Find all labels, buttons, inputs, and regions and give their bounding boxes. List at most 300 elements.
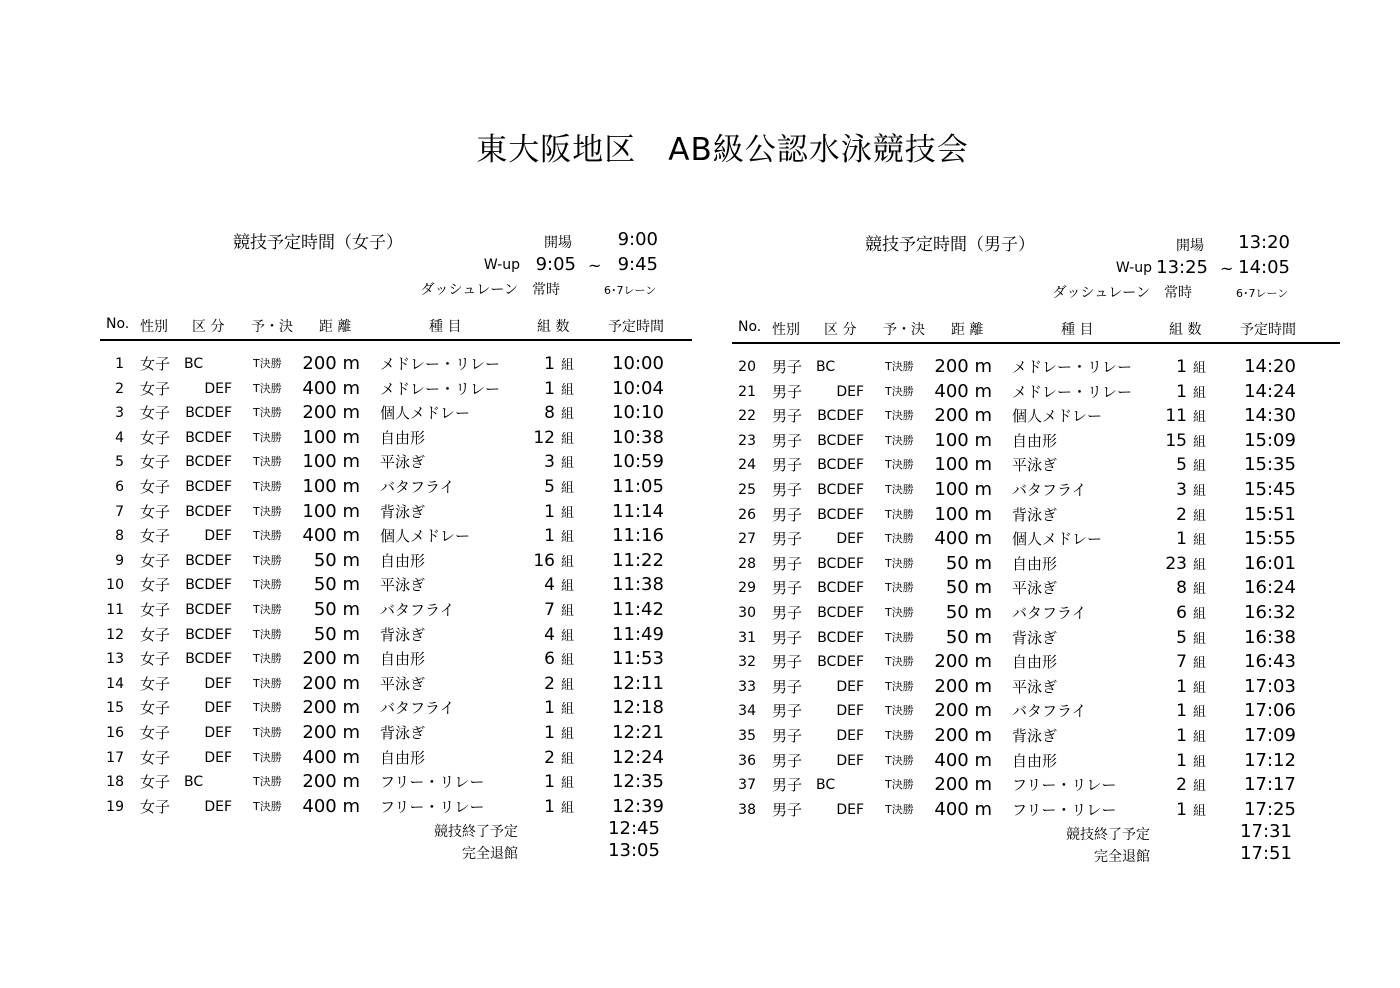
heat-unit: 組 [560, 480, 574, 496]
division-cell: BCDEF [185, 601, 232, 618]
sex-cell: 女子 [140, 797, 171, 816]
heat-count: 6 [1176, 602, 1187, 623]
division-cell: BCDEF [185, 454, 232, 471]
heat-count: 8 [544, 403, 555, 424]
distance-cell: 100 m [934, 478, 992, 500]
sex-cell: 男子 [772, 653, 803, 672]
division-cell: BC [184, 774, 204, 791]
heat-count: 6 [544, 649, 555, 670]
division-cell: DEF [204, 700, 232, 717]
sex-cell: 女子 [140, 625, 171, 644]
division-cell: BCDEF [817, 555, 864, 572]
heats-cell [520, 746, 574, 772]
heats-cell [1152, 478, 1206, 504]
division-cell: BCDEF [817, 506, 864, 523]
table-row [732, 724, 1332, 749]
scheduled-time-cell: 12:39 [612, 795, 664, 817]
table-row [732, 355, 1332, 380]
heats-cell [520, 426, 574, 452]
event-name-cell: フリー・リレー [380, 773, 485, 792]
heats-cell [1152, 355, 1206, 381]
heat-unit: 組 [1192, 434, 1206, 450]
round-type-cell: T決勝 [885, 360, 914, 373]
col-header-distance: 距 離 [951, 322, 984, 338]
round-type-cell: T決勝 [885, 581, 914, 595]
heat-unit: 組 [560, 530, 574, 546]
table-row [100, 549, 700, 574]
heats-cell [1152, 503, 1206, 529]
division-cell: BCDEF [185, 552, 232, 569]
competition-end-time: 12:45 [608, 818, 660, 839]
division-cell: BCDEF [185, 429, 232, 446]
division-cell: DEF [204, 675, 232, 692]
division-cell: BCDEF [817, 408, 864, 425]
heats-cell [520, 721, 574, 747]
heat-unit: 組 [1192, 410, 1206, 426]
scheduled-time-cell: 10:04 [612, 377, 664, 399]
event-name-cell: 自由形 [1012, 554, 1058, 573]
table-row [100, 573, 700, 598]
distance-cell: 50 m [313, 598, 360, 620]
heat-count: 23 [1165, 553, 1187, 574]
heat-unit: 組 [1192, 385, 1206, 401]
round-type-cell: T決勝 [253, 479, 282, 493]
heats-cell [520, 598, 574, 624]
heat-count: 1 [1176, 799, 1187, 820]
heat-count: 8 [1176, 578, 1187, 599]
heats-cell [520, 352, 574, 378]
event-number: 13 [106, 651, 124, 668]
table-row [732, 675, 1332, 700]
event-name-cell: 平泳ぎ [380, 674, 426, 693]
heat-count: 2 [1176, 504, 1187, 525]
heats-cell [1152, 404, 1206, 430]
event-number: 36 [738, 752, 756, 769]
event-name-cell: 自由形 [380, 428, 426, 447]
heat-count: 1 [544, 722, 555, 743]
sex-cell: 女子 [140, 428, 171, 447]
event-number: 29 [738, 580, 756, 597]
division-cell: BCDEF [817, 629, 864, 646]
sex-cell: 女子 [140, 477, 171, 496]
competition-end-time: 17:31 [1240, 821, 1292, 842]
full-exit-time: 13:05 [608, 840, 660, 861]
distance-cell: 200 m [302, 771, 360, 793]
col-header-type: 予・決 [251, 319, 293, 335]
dash-lane-when: 常時 [532, 282, 560, 298]
heat-count: 1 [1176, 725, 1187, 746]
sex-cell: 男子 [772, 677, 803, 696]
round-type-cell: T決勝 [885, 778, 914, 792]
heat-unit: 組 [1192, 680, 1206, 696]
sex-cell: 女子 [140, 773, 171, 792]
scheduled-time-cell: 14:24 [1244, 380, 1296, 402]
table-row [100, 770, 700, 795]
heats-cell [1152, 380, 1206, 406]
wup-end-time: 9:45 [617, 254, 658, 275]
sex-cell: 男子 [772, 603, 803, 622]
scheduled-time-cell: 14:20 [1244, 356, 1296, 377]
round-type-cell: T決勝 [253, 578, 282, 592]
heat-count: 2 [1176, 775, 1187, 796]
sex-cell: 女子 [140, 723, 171, 742]
heat-count: 1 [544, 796, 555, 817]
table-row [732, 527, 1332, 552]
sex-cell: 男子 [772, 726, 803, 745]
event-number: 6 [115, 478, 124, 495]
full-exit-label: 完全退館 [462, 846, 518, 862]
schedule-subtitle: 競技予定時間（女子） [233, 233, 403, 253]
col-header-sex: 性別 [140, 319, 168, 335]
table-row [732, 773, 1332, 798]
sex-cell: 女子 [140, 379, 171, 398]
division-cell: BCDEF [185, 626, 232, 643]
col-header-time: 予定時間 [1240, 322, 1296, 338]
round-type-cell: T決勝 [253, 676, 282, 690]
heats-cell [520, 450, 574, 476]
event-name-cell: 背泳ぎ [380, 723, 426, 742]
full-exit-time: 17:51 [1240, 843, 1292, 864]
division-cell: BCDEF [817, 481, 864, 498]
heat-unit: 組 [1192, 606, 1206, 622]
event-number: 10 [106, 577, 124, 594]
sex-cell: 男子 [772, 358, 803, 376]
event-number: 8 [115, 528, 124, 545]
distance-cell: 100 m [302, 451, 360, 473]
scheduled-time-cell: 10:10 [612, 402, 664, 424]
distance-cell: 200 m [302, 672, 360, 694]
division-cell: DEF [836, 383, 864, 400]
scheduled-time-cell: 10:38 [612, 426, 664, 448]
round-type-cell: T決勝 [253, 406, 282, 420]
event-name-cell: 自由形 [1012, 751, 1058, 770]
table-row [100, 352, 700, 377]
heats-cell [1152, 527, 1206, 553]
heat-unit: 組 [560, 603, 574, 619]
heats-cell [520, 672, 574, 698]
scheduled-time-cell: 17:17 [1244, 774, 1296, 796]
sex-cell: 男子 [772, 456, 803, 475]
table-row [100, 524, 700, 549]
page-title: 東大阪地区 AB級公認水泳競技会 [476, 132, 969, 168]
wup-start-time: 9:05 [535, 254, 576, 275]
table-row [100, 500, 700, 525]
event-name-cell: 平泳ぎ [1012, 677, 1058, 696]
heats-cell [520, 795, 574, 821]
round-type-cell: T決勝 [885, 482, 914, 496]
event-name-cell: 個人メドレー [380, 527, 471, 546]
event-name-cell: フリー・リレー [1012, 800, 1117, 819]
distance-cell: 400 m [934, 798, 992, 820]
heat-count: 1 [544, 501, 555, 522]
wup-start-time: 13:25 [1156, 257, 1208, 278]
sex-cell: 女子 [140, 453, 171, 472]
event-number: 4 [115, 429, 124, 446]
event-name-cell: メドレー・リレー [380, 379, 501, 398]
scheduled-time-cell: 17:25 [1244, 798, 1296, 820]
heat-count: 1 [1176, 676, 1187, 697]
distance-cell: 100 m [302, 475, 360, 497]
distance-cell: 400 m [934, 528, 992, 550]
division-cell: BCDEF [185, 651, 232, 668]
distance-cell: 200 m [934, 700, 992, 722]
dash-lane-when: 常時 [1164, 285, 1192, 301]
heat-unit: 組 [1192, 361, 1206, 376]
event-name-cell: メドレー・リレー [1012, 382, 1133, 401]
sex-cell: 女子 [140, 748, 171, 767]
division-cell: DEF [836, 727, 864, 744]
distance-cell: 400 m [302, 525, 360, 547]
division-cell: BC [184, 356, 204, 372]
heat-unit: 組 [560, 751, 574, 767]
event-number: 33 [738, 678, 756, 695]
round-type-cell: T決勝 [253, 529, 282, 543]
header-divider [732, 342, 1340, 344]
scheduled-time-cell: 15:45 [1244, 478, 1296, 500]
round-type-cell: T決勝 [253, 750, 282, 764]
event-number: 16 [106, 724, 124, 741]
wup-label: W-up [1115, 260, 1152, 276]
heats-cell [1152, 798, 1206, 824]
scheduled-time-cell: 11:38 [612, 574, 664, 596]
scheduled-time-cell: 17:03 [1244, 675, 1296, 697]
heat-unit: 組 [1192, 705, 1206, 721]
heat-count: 16 [533, 550, 555, 571]
scheduled-time-cell: 15:35 [1244, 454, 1296, 476]
round-type-cell: T決勝 [885, 556, 914, 570]
round-type-cell: T決勝 [253, 553, 282, 567]
division-cell: DEF [204, 528, 232, 545]
division-cell: BCDEF [817, 580, 864, 597]
heat-count: 4 [544, 575, 555, 596]
round-type-cell: T決勝 [253, 701, 282, 715]
event-name-cell: バタフライ [380, 600, 455, 619]
event-name-cell: メドレー・リレー [380, 355, 501, 373]
event-number: 38 [738, 801, 756, 818]
round-type-cell: T決勝 [885, 384, 914, 398]
dash-lanes: 6･7レーン [1236, 287, 1289, 300]
event-name-cell: 平泳ぎ [380, 453, 426, 472]
heat-count: 5 [1176, 455, 1187, 476]
sex-cell: 男子 [772, 431, 803, 450]
men-schedule-panel [732, 228, 1332, 888]
event-number: 17 [106, 749, 124, 766]
table-row [732, 699, 1332, 724]
event-number: 24 [738, 457, 756, 474]
division-cell: DEF [204, 798, 232, 815]
heat-unit: 組 [560, 702, 574, 718]
round-type-cell: T決勝 [885, 679, 914, 693]
event-number: 9 [115, 552, 124, 569]
event-name-cell: 自由形 [1012, 653, 1058, 672]
scheduled-time-cell: 12:35 [612, 771, 664, 793]
open-label: 開場 [1176, 238, 1204, 254]
table-row [732, 601, 1332, 626]
distance-cell: 200 m [934, 405, 992, 427]
open-time: 9:00 [617, 229, 658, 250]
table-row [100, 475, 700, 500]
wup-label: W-up [483, 257, 520, 273]
col-header-event: 種 目 [429, 319, 462, 335]
distance-cell: 200 m [302, 353, 360, 374]
scheduled-time-cell: 12:11 [612, 672, 664, 694]
event-number: 11 [106, 601, 124, 618]
division-cell: BCDEF [185, 405, 232, 422]
table-row [732, 380, 1332, 405]
heats-cell [1152, 724, 1206, 750]
heat-unit: 組 [560, 776, 574, 792]
women-schedule-panel [100, 228, 700, 888]
heat-count: 1 [1176, 381, 1187, 402]
heat-count: 11 [1165, 406, 1187, 427]
event-number: 20 [738, 359, 756, 375]
event-number: 26 [738, 506, 756, 523]
heat-count: 1 [544, 772, 555, 793]
sex-cell: 男子 [772, 407, 803, 426]
division-cell: BCDEF [817, 604, 864, 621]
heat-count: 7 [1176, 652, 1187, 673]
table-row [732, 552, 1332, 577]
heat-unit: 組 [560, 505, 574, 521]
round-type-cell: T決勝 [253, 725, 282, 739]
event-name-cell: 個人メドレー [1012, 530, 1103, 549]
heat-count: 7 [544, 599, 555, 620]
division-cell: DEF [836, 703, 864, 720]
round-type-cell: T決勝 [253, 430, 282, 444]
event-number: 7 [115, 503, 124, 520]
scheduled-time-cell: 11:22 [612, 549, 664, 571]
sex-cell: 男子 [772, 751, 803, 770]
table-row [732, 503, 1332, 528]
sex-cell: 女子 [140, 502, 171, 521]
event-name-cell: 個人メドレー [380, 404, 471, 423]
division-cell: BCDEF [185, 478, 232, 495]
table-row [100, 377, 700, 402]
scheduled-time-cell: 16:24 [1244, 577, 1296, 599]
event-number: 2 [115, 380, 124, 397]
table-row [732, 650, 1332, 675]
col-header-division: 区 分 [192, 319, 225, 335]
event-number: 23 [738, 432, 756, 449]
sex-cell: 男子 [772, 776, 803, 795]
table-row [732, 478, 1332, 503]
open-time: 13:20 [1238, 232, 1290, 253]
scheduled-time-cell: 11:42 [612, 598, 664, 620]
scheduled-time-cell: 16:32 [1244, 601, 1296, 623]
heat-count: 1 [1176, 357, 1187, 377]
round-type-cell: T決勝 [885, 753, 914, 767]
table-row [732, 429, 1332, 454]
heat-unit: 組 [560, 726, 574, 742]
sex-cell: 男子 [772, 530, 803, 549]
event-name-cell: 自由形 [380, 551, 426, 570]
event-name-cell: バタフライ [1012, 480, 1087, 499]
scheduled-time-cell: 14:30 [1244, 405, 1296, 427]
round-type-cell: T決勝 [885, 409, 914, 423]
round-type-cell: T決勝 [253, 799, 282, 813]
heats-cell [520, 401, 574, 427]
distance-cell: 200 m [302, 721, 360, 743]
heat-unit: 組 [560, 653, 574, 669]
round-type-cell: T決勝 [885, 507, 914, 521]
heats-cell [1152, 650, 1206, 676]
sex-cell: 男子 [772, 628, 803, 647]
open-label: 開場 [544, 235, 572, 251]
distance-cell: 100 m [302, 426, 360, 448]
scheduled-time-cell: 17:06 [1244, 700, 1296, 722]
table-row [732, 404, 1332, 429]
distance-cell: 400 m [934, 749, 992, 771]
heat-unit: 組 [560, 579, 574, 595]
table-row [100, 401, 700, 426]
event-number: 1 [115, 356, 124, 372]
heats-cell [1152, 453, 1206, 479]
round-type-cell: T決勝 [253, 381, 282, 395]
col-header-heats: 組 数 [537, 319, 570, 335]
round-type-cell: T決勝 [885, 802, 914, 816]
heat-count: 1 [544, 354, 555, 374]
event-number: 28 [738, 555, 756, 572]
division-cell: DEF [204, 380, 232, 397]
sex-cell: 男子 [772, 579, 803, 598]
heats-cell [520, 549, 574, 575]
event-name-cell: 自由形 [380, 650, 426, 669]
sex-cell: 女子 [140, 650, 171, 669]
distance-cell: 50 m [945, 577, 992, 599]
wup-end-time: 14:05 [1238, 257, 1290, 278]
table-row [732, 576, 1332, 601]
heat-unit: 組 [1192, 557, 1206, 573]
col-header-heats: 組 数 [1169, 322, 1202, 338]
event-name-cell: 背泳ぎ [380, 502, 426, 521]
event-number: 21 [738, 383, 756, 400]
division-cell: BC [816, 359, 836, 375]
round-type-cell: T決勝 [253, 504, 282, 518]
heat-count: 2 [544, 747, 555, 768]
heat-unit: 組 [1192, 582, 1206, 598]
distance-cell: 200 m [302, 402, 360, 424]
scheduled-time-cell: 11:49 [612, 623, 664, 645]
sex-cell: 女子 [140, 551, 171, 570]
table-row [100, 598, 700, 623]
dash-lane-label: ダッシュレーン [1052, 285, 1150, 301]
table-row [732, 798, 1332, 823]
division-cell: DEF [836, 531, 864, 548]
division-cell: DEF [836, 752, 864, 769]
division-cell: BCDEF [185, 577, 232, 594]
heat-count: 3 [544, 452, 555, 473]
division-cell: BCDEF [185, 503, 232, 520]
event-number: 12 [106, 626, 124, 643]
heat-unit: 組 [1192, 779, 1206, 795]
table-row [100, 672, 700, 697]
sex-cell: 女子 [140, 699, 171, 718]
distance-cell: 100 m [934, 503, 992, 525]
table-row [100, 647, 700, 672]
distance-cell: 50 m [945, 601, 992, 623]
round-type-cell: T決勝 [885, 704, 914, 718]
distance-cell: 100 m [934, 454, 992, 476]
heat-unit: 組 [1192, 533, 1206, 549]
distance-cell: 100 m [302, 500, 360, 522]
round-type-cell: T決勝 [885, 458, 914, 472]
distance-cell: 400 m [934, 380, 992, 402]
round-type-cell: T決勝 [885, 605, 914, 619]
event-number: 14 [106, 675, 124, 692]
division-cell: DEF [204, 724, 232, 741]
distance-cell: 200 m [934, 651, 992, 673]
heat-unit: 組 [560, 800, 574, 816]
